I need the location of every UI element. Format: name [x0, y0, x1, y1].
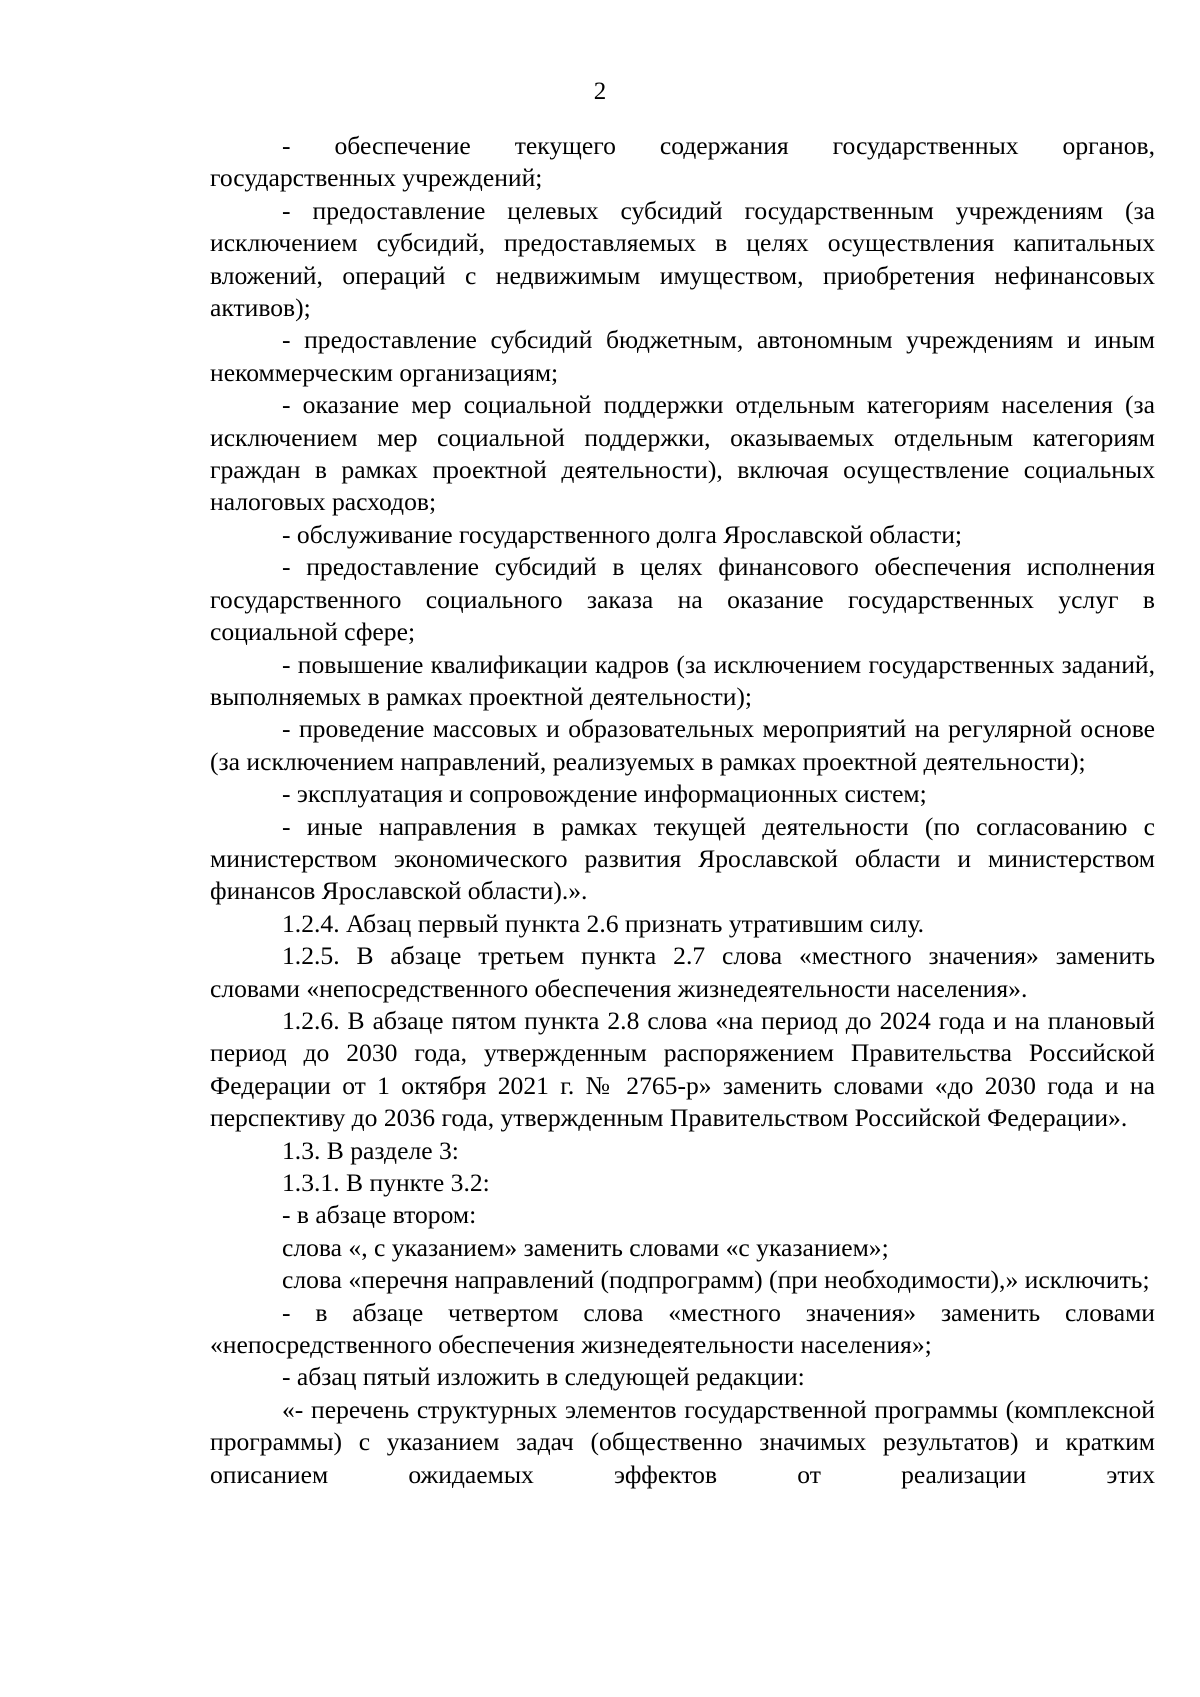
- paragraph: - проведение массовых и образовательных мероприятий на регулярной основе (за исключением направлений, реализуемых в рамках проектной деятельности);: [210, 714, 1155, 776]
- paragraph: - обслуживание государственного долга Ярославской области;: [282, 519, 963, 549]
- paragraph: - в абзаце втором:: [282, 1200, 477, 1230]
- paragraph: - предоставление субсидий бюджетным, автономным учреждениям и иным некоммерческим организациям;: [210, 325, 1155, 387]
- paragraph: 1.2.6. В абзаце пятом пункта 2.8 слова «на период до 2024 года и на плановый период до 2030 года, утвержденным распоряжением Правительства Российской Федерации от 1 октября 2021 г. № 2765-р» заменить словами «до 2030 года и на перспективу до 2036 года, утвержденным Правительством Российской Федерации».: [210, 1005, 1155, 1133]
- paragraph: - эксплуатация и сопровождение информационных систем;: [282, 779, 927, 809]
- paragraph: - повышение квалификации кадров (за исключением государственных заданий, выполняемых в рамках проектной деятельности);: [210, 649, 1155, 711]
- paragraph: - оказание мер социальной поддержки отдельным категориям населения (за исключением мер социальной поддержки, оказываемых отдельным категориям граждан в рамках проектной деятельности), включая осуществление социальных налоговых расходов;: [210, 390, 1155, 517]
- paragraph: слова «, с указанием» заменить словами «с указанием»;: [282, 1232, 889, 1262]
- document-body: [210, 130, 1155, 1491]
- paragraph: 1.3.1. В пункте 3.2:: [282, 1168, 490, 1197]
- paragraph: - в абзаце четвертом слова «местного значения» заменить словами «непосредственного обеспечения жизнедеятельности населения»;: [210, 1297, 1155, 1360]
- paragraph: - иные направления в рамках текущей деятельности (по согласованию с министерством экономического развития Ярославской области и министерством финансов Ярославской области).».: [210, 811, 1155, 906]
- paragraph: - предоставление целевых субсидий государственным учреждениям (за исключением субсидий, предоставляемых в целях осуществления капитальных вложений, операций с недвижимым имуществом, приобретения нефинансовых активов);: [210, 195, 1155, 323]
- paragraph: 1.2.4. Абзац первый пункта 2.6 признать утратившим силу.: [282, 908, 925, 938]
- page-number: 2: [593, 78, 607, 105]
- paragraph: - обеспечение текущего содержания государственных органов, государственных учреждений;: [210, 131, 1155, 193]
- paragraph: 1.3. В разделе 3:: [282, 1135, 459, 1165]
- paragraph: «- перечень структурных элементов государственной программы (комплексной программы) с указанием задач (общественно значимых результатов) и кратким описанием ожидаемых эффектов от реализации этих: [210, 1394, 1155, 1489]
- paragraph: 1.2.5. В абзаце третьем пункта 2.7 слова «местного значения» заменить словами «непосредственного обеспечения жизнедеятельности населения».: [210, 941, 1155, 1003]
- paragraph: - абзац пятый изложить в следующей редакции:: [282, 1362, 805, 1392]
- paragraph: слова «перечня направлений (подпрограмм) (при необходимости),» исключить;: [282, 1265, 1150, 1295]
- paragraph: - предоставление субсидий в целях финансового обеспечения исполнения государственного социального заказа на оказание государственных услуг в социальной сфере;: [210, 552, 1155, 647]
